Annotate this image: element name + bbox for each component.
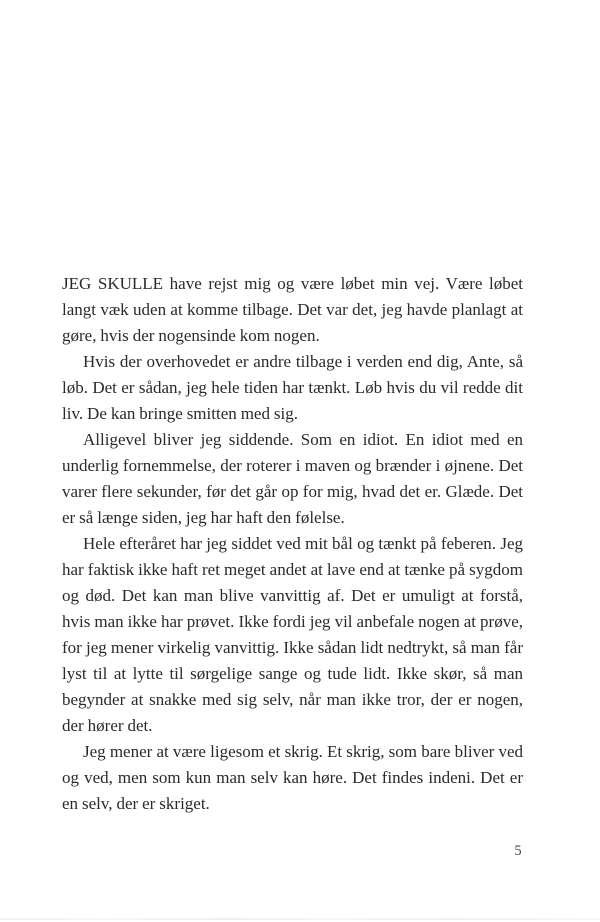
paragraph-opening: JEG SKULLE have rejst mig og være løbet min vej. Være løbet langt væk uden at komme tilbage. Det var det, jeg havde planlagt at gøre, hvis der nogensinde kom nogen.: [62, 274, 523, 345]
paragraph: Hele efteråret har jeg siddet ved mit bål og tænkt på feberen. Jeg har faktisk ikke haft ret meget andet at lave end at tænke på sygdom og død. Det kan man blive vanvittig af. Det er umuligt at forstå, hvis man ikke har prøvet. Ikke fordi jeg vil anbefale nogen at prøve, for jeg mener virkelig vanvittig. Ikke sådan lidt nedtrykt, så man får lyst til at lytte til sørgelige sange og tude lidt. Ikke skør, så man begynder at snakke med sig selv, når man ikke tror, der er nogen, der hører det.: [62, 534, 523, 735]
page-bottom-edge: [0, 918, 600, 920]
body-text: [62, 271, 523, 817]
paragraph: Hvis der overhovedet er andre tilbage i verden end dig, Ante, så løb. Det er sådan, jeg hele tiden har tænkt. Løb hvis du vil redde dit liv. De kan bringe smitten med sig.: [62, 352, 523, 423]
page-number: 5: [514, 843, 522, 859]
paragraph: Jeg mener at være ligesom et skrig. Et skrig, som bare bliver ved og ved, men som kun man selv kan høre. Det findes indeni. Det er en selv, der er skriget.: [62, 742, 523, 813]
paragraph: Alligevel bliver jeg siddende. Som en idiot. En idiot med en underlig fornemmelse, der roterer i maven og brænder i øjnene. Det varer flere sekunder, før det går op for mig, hvad det er. Glæde. Det er så længe siden, jeg har haft den følelse.: [62, 430, 523, 527]
